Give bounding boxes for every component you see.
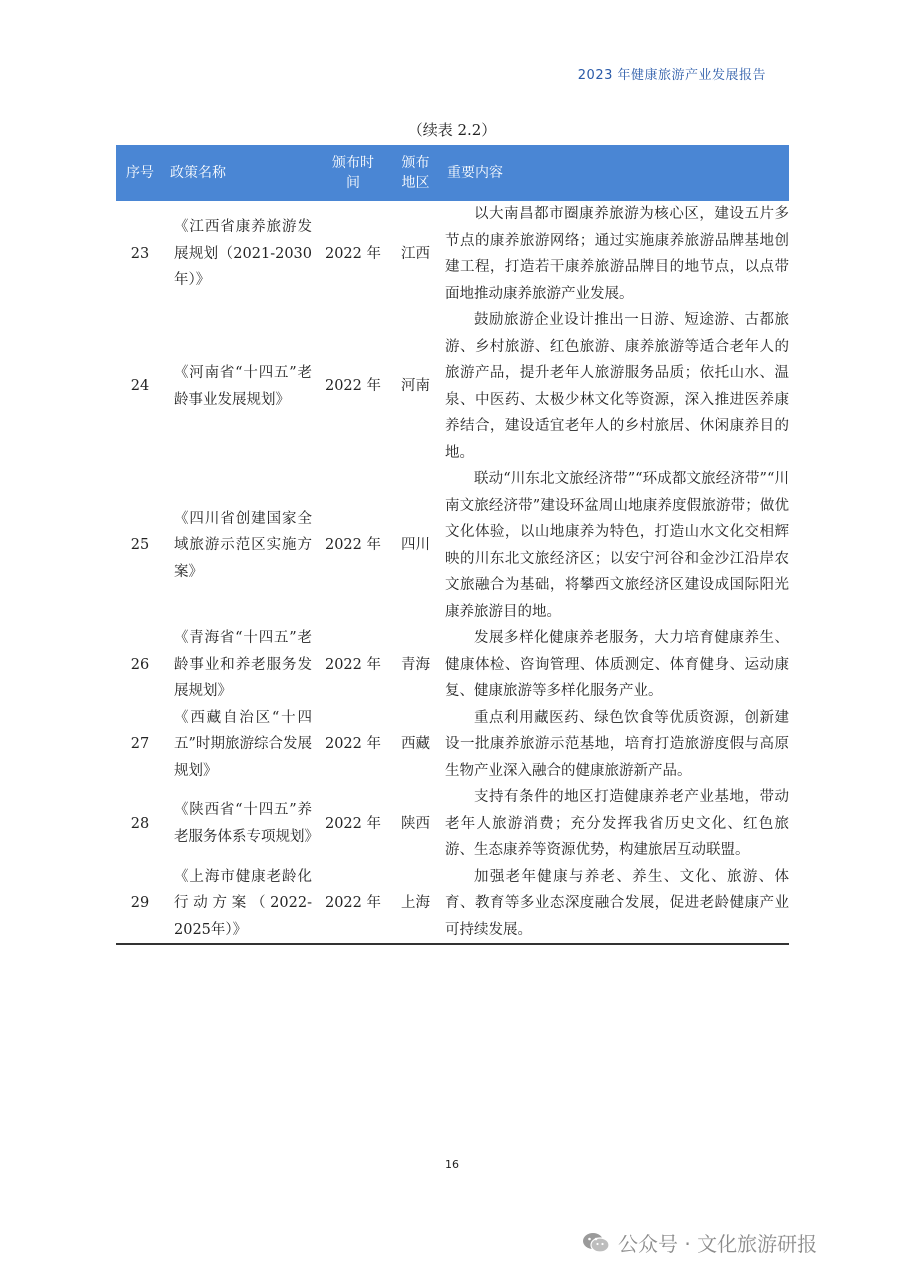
table-row — [116, 307, 789, 466]
row-time: 2022 年 — [324, 245, 381, 262]
row-region: 西藏 — [401, 736, 430, 752]
row-time: 2022 年 — [324, 736, 381, 752]
row-no: 29 — [116, 864, 164, 945]
wechat-icon — [582, 1231, 610, 1255]
row-no: 24 — [130, 378, 150, 395]
watermark-text: 公众号 · 文化旅游研报 — [618, 1232, 818, 1256]
row-no: 27 — [130, 736, 150, 752]
row-policy-name: 《上海市健康老龄化行动方案（2022-2025年）》 — [164, 864, 316, 945]
row-policy-name: 《河南省“十四五”老龄事业发展规划》 — [174, 365, 312, 408]
row-no: 28 — [130, 815, 150, 832]
row-region: 四川 — [401, 537, 430, 554]
row-no: 23 — [130, 245, 150, 262]
row-policy-name: 《青海省“十四五”老龄事业和养老服务发展规划》 — [174, 630, 312, 699]
row-time: 2022 年 — [324, 656, 381, 673]
row-time: 2022 年 — [324, 815, 381, 832]
row-policy-name: 《陕西省“十四五”养老服务体系专项规划》 — [174, 802, 319, 845]
row-policy-name: 《西藏自治区“十四五”时期旅游综合发展规划》 — [174, 709, 312, 779]
row-content: 发展多样化健康养老服务，大力培育健康养生、健康体检、咨询管理、体质测定、体育健身、运动康复、健康旅游等多样化服务产业。 — [445, 630, 789, 699]
row-region: 青海 — [401, 656, 430, 673]
header-no: 序号 — [126, 165, 154, 181]
header-name: 政策名称 — [170, 165, 226, 181]
table-header-row — [116, 145, 789, 201]
table-row — [116, 625, 789, 705]
row-region: 河南 — [401, 378, 430, 395]
header-time: 颁布时间 — [332, 155, 374, 191]
row-policy-name: 《江西省康养旅游发展规划（2021-2030年）》 — [174, 219, 312, 289]
watermark — [582, 1228, 817, 1257]
table-row — [116, 705, 789, 785]
row-content: 以大南昌都市圈康养旅游为核心区，建设五片多节点的康养旅游网络；通过实施康养旅游品牌基地创建工程，打造若干康养旅游品牌目的地节点，以点带面地推动康养旅游产业发展。 — [445, 206, 789, 302]
row-region: 江西 — [401, 245, 430, 262]
row-content: 鼓励旅游企业设计推出一日游、短途游、古都旅游、乡村旅游、红色旅游、康养旅游等适合老年人的旅游产品，提升老年人旅游服务品质；依托山水、温泉、中医药、太极少林文化等资源，深入推进医养康养结合，建设适宜老年人的乡村旅居、休闲康养目的地。 — [445, 312, 789, 461]
policy-table — [116, 145, 789, 945]
row-content: 重点利用藏医药、绿色饮食等优质资源，创新建设一批康养旅游示范基地，培育打造旅游度假与高原生物产业深入融合的健康旅游新产品。 — [445, 709, 789, 779]
row-no: 26 — [130, 656, 150, 673]
row-content: 加强老年健康与养老、养生、文化、旅游、体育、教育等多业态深度融合发展，促进老龄健康产业可持续发展。 — [441, 864, 789, 945]
row-region: 上海 — [390, 864, 441, 945]
row-time: 2022 年 — [316, 864, 390, 945]
header-region: 颁布地区 — [401, 155, 430, 191]
row-region: 陕西 — [401, 815, 430, 832]
row-time: 2022 年 — [324, 378, 381, 395]
table-caption: （续表 2.2） — [407, 121, 497, 139]
table-row — [116, 201, 789, 307]
header-content: 重要内容 — [447, 165, 503, 181]
row-policy-name: 《四川省创建国家全域旅游示范区实施方案》 — [174, 510, 312, 580]
table-row — [116, 466, 789, 625]
row-content: 支持有条件的地区打造健康养老产业基地，带动老年人旅游消费；充分发挥我省历史文化、红色旅游、生态康养等资源优势，构建旅居互动联盟。 — [445, 789, 789, 858]
row-time: 2022 年 — [324, 537, 381, 554]
page-number: 16 — [445, 1158, 459, 1171]
table-row — [116, 784, 789, 864]
report-title: 2023 年健康旅游产业发展报告 — [577, 68, 766, 83]
row-no: 25 — [130, 537, 150, 554]
table-row — [116, 864, 789, 945]
row-content: 联动“川东北文旅经济带”“环成都文旅经济带”“川南文旅经济带”建设环盆周山地康养度假旅游带；做优文化体验，以山地康养为特色，打造山水文化交相辉映的川东北文旅经济区；以安宁河谷和金沙江沿岸农文旅融合为基础，将攀西文旅经济区建设成国际阳光康养旅游目的地。 — [445, 471, 789, 620]
